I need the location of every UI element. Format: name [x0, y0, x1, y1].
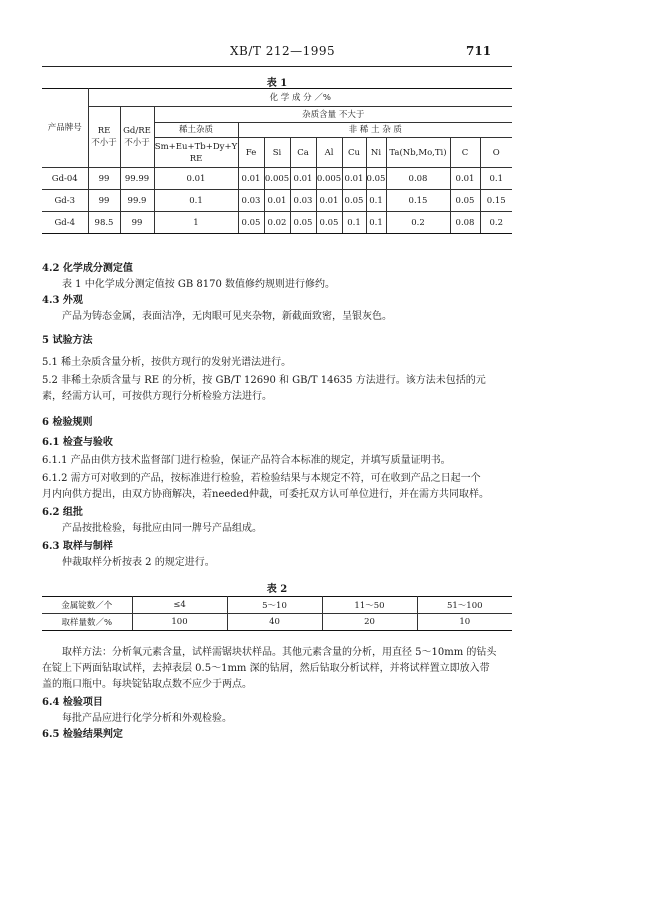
- table-row: [42, 168, 512, 190]
- s61-title: 6.1 检查与验收: [42, 437, 113, 448]
- cell: 0.2: [386, 212, 450, 234]
- cell: 51～100: [417, 597, 512, 614]
- cell: 0.01: [290, 168, 316, 190]
- s52-line1: 5.2 非稀土杂质含量与 RE 的分析，按 GB/T 12690 和 GB/T 14635 方法进行。该方法未包括的元: [42, 375, 486, 386]
- header-rule: [42, 66, 512, 67]
- s6-title: 6 检验规则: [42, 417, 93, 428]
- s612-line2: 月内向供方提出，由双方协商解决，若needed仲裁，可委托双方认可单位进行，并在需方共同取样。: [42, 489, 489, 500]
- col-nonrare-header: 非 稀 土 杂 质: [238, 123, 512, 138]
- cell: 0.08: [450, 212, 480, 234]
- s612-line1: 6.1.2 需方可对收到的产品，按标准进行检验，若检验结果与本规定不符，可在收到产品之日起一个: [42, 473, 481, 484]
- table1-caption: 表 1: [266, 78, 288, 89]
- rare-sub-header: Sm+Eu+Tb+Dy+Y RE: [154, 138, 238, 168]
- s64-text: 每批产品应进行化学分析和外观检验。: [62, 713, 232, 724]
- s611: 6.1.1 产品由供方技术监督部门进行检验，保证产品符合本标准的规定，并填写质量证明书。: [42, 455, 451, 466]
- cell: 98.5: [88, 212, 120, 234]
- cell: 0.01: [342, 168, 366, 190]
- cell: 0.1: [342, 212, 366, 234]
- cell: 0.01: [264, 190, 290, 212]
- col-ta: Ta(Nb,Mo,Ti): [386, 138, 450, 168]
- col-si: Si: [264, 138, 290, 168]
- cell: 99: [88, 190, 120, 212]
- cell: 0.1: [366, 190, 386, 212]
- table2: [42, 596, 512, 631]
- cell: 0.03: [290, 190, 316, 212]
- s42-title: 4.2 化学成分测定值: [42, 263, 133, 274]
- impurity-header: 杂质含量 不大于: [154, 107, 512, 123]
- col-al: Al: [316, 138, 342, 168]
- cell: 10: [417, 614, 512, 631]
- cell: 0.15: [480, 190, 512, 212]
- s63-title: 6.3 取样与制样: [42, 541, 113, 552]
- cell: 0.15: [386, 190, 450, 212]
- cell: Gd-04: [42, 168, 88, 190]
- cell: 0.1: [366, 212, 386, 234]
- cell: 0.05: [290, 212, 316, 234]
- standard-number: XB/T 212—1995: [230, 44, 336, 58]
- s43-title: 4.3 外观: [42, 295, 83, 306]
- cell: 0.08: [386, 168, 450, 190]
- group-header: 化 学 成 分 ／%: [88, 89, 512, 107]
- cell: 0.05: [238, 212, 264, 234]
- cell: ≤4: [132, 597, 227, 614]
- cell: 0.05: [450, 190, 480, 212]
- col-product-header: 产品牌号: [42, 89, 88, 168]
- cell: 0.005: [264, 168, 290, 190]
- cell: 5～10: [227, 597, 322, 614]
- col-gdre-header: Gd/RE 不小于: [120, 107, 154, 168]
- col-o: O: [480, 138, 512, 168]
- s62-title: 6.2 组批: [42, 507, 83, 518]
- s42-text: 表 1 中化学成分测定值按 GB 8170 数值修约规则进行修约。: [62, 279, 336, 290]
- table-row: [42, 190, 512, 212]
- table-row: [42, 597, 512, 614]
- cell: 0.01: [154, 168, 238, 190]
- cell: Gd-4: [42, 212, 88, 234]
- table-row: [42, 614, 512, 631]
- s63-text: 仲裁取样分析按表 2 的规定进行。: [62, 557, 215, 568]
- cell: 0.03: [238, 190, 264, 212]
- page-number: 711: [466, 44, 492, 58]
- cell: 99: [88, 168, 120, 190]
- t2-row1-label: 金属锭数／个: [42, 597, 132, 614]
- cell: 0.02: [264, 212, 290, 234]
- sampling-line3: 盖的瓶口瓶中。每块锭钻取点数不应少于两点。: [42, 679, 252, 690]
- table-row: [42, 212, 512, 234]
- col-fe: Fe: [238, 138, 264, 168]
- cell: 0.05: [316, 212, 342, 234]
- cell: 0.2: [480, 212, 512, 234]
- col-re-header: RE 不小于: [88, 107, 120, 168]
- s62-text: 产品按批检验，每批应由同一牌号产品组成。: [62, 523, 262, 534]
- cell: 0.05: [366, 168, 386, 190]
- sampling-line2: 在锭上下两面钻取试样，去掉表层 0.5～1mm 深的钻屑，然后钻取分析试样，并将试样置立即放入带: [42, 663, 490, 674]
- cell: 1: [154, 212, 238, 234]
- table1: [42, 88, 512, 234]
- table2-caption: 表 2: [266, 584, 288, 595]
- cell: 100: [132, 614, 227, 631]
- cell: 40: [227, 614, 322, 631]
- s52-line2: 素，经需方认可，可按供方现行分析检验方法进行。: [42, 391, 272, 402]
- col-c: C: [450, 138, 480, 168]
- t2-row2-label: 取样量数／%: [42, 614, 132, 631]
- col-rare-header: 稀土杂质: [154, 123, 238, 138]
- s65-title: 6.5 检验结果判定: [42, 729, 123, 740]
- s5-title: 5 试验方法: [42, 335, 93, 346]
- cell: 0.01: [238, 168, 264, 190]
- sampling-line1: 取样方法：分析氧元素含量，试样需锯块状样品。其他元素含量的分析，用直径 5～10mm 的钻头: [62, 647, 497, 658]
- cell: 0.01: [450, 168, 480, 190]
- cell: 11～50: [322, 597, 417, 614]
- cell: 0.1: [154, 190, 238, 212]
- col-ca: Ca: [290, 138, 316, 168]
- col-cu: Cu: [342, 138, 366, 168]
- cell: 0.05: [342, 190, 366, 212]
- cell: 0.005: [316, 168, 342, 190]
- col-ni: Ni: [366, 138, 386, 168]
- cell: 0.1: [480, 168, 512, 190]
- cell: 99: [120, 212, 154, 234]
- cell: 99.99: [120, 168, 154, 190]
- s51: 5.1 稀土杂质含量分析，按供方现行的发射光谱法进行。: [42, 357, 292, 368]
- s64-title: 6.4 检验项目: [42, 697, 103, 708]
- s43-text: 产品为铸态金属，表面洁净，无肉眼可见夹杂物，新截面致密，呈银灰色。: [62, 311, 392, 322]
- cell: 99.9: [120, 190, 154, 212]
- cell: 20: [322, 614, 417, 631]
- cell: 0.01: [316, 190, 342, 212]
- cell: Gd-3: [42, 190, 88, 212]
